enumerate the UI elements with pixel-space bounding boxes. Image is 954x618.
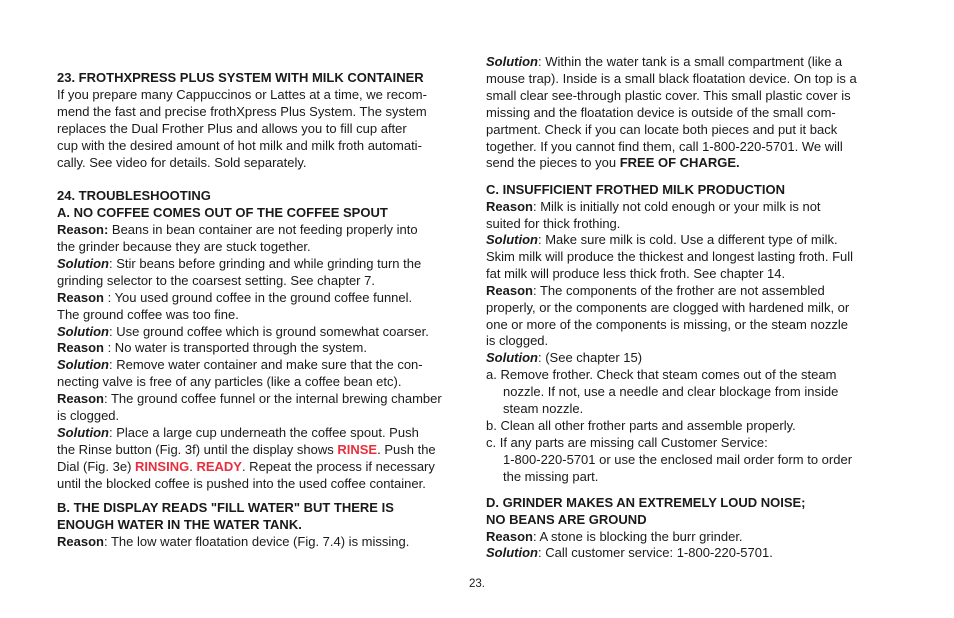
reason-line: Reason: Milk is initially not cold enough or your milk is not: [486, 199, 821, 214]
solution-line: fat milk will produce less thick froth. See chapter 14.: [486, 266, 786, 281]
reason-line: Reason: The components of the frother are not assembled: [486, 283, 825, 298]
solution-line: small clear see-through plastic cover. This small plastic cover is: [486, 88, 851, 103]
section-b-title: ENOUGH WATER IN THE WATER TANK.: [57, 517, 302, 532]
solution-line: missing and the floatation device is outside of the small com-: [486, 105, 836, 120]
list-item: steam nozzle.: [503, 401, 584, 416]
solution-line: partment. Check if you can locate both pieces and put it back: [486, 122, 838, 137]
reason-line: is clogged.: [486, 333, 549, 348]
solution-line: send the pieces to you FREE OF CHARGE.: [486, 155, 740, 170]
section-23-text: mend the fast and precise frothXpress Plus System. The system: [57, 104, 427, 119]
solution-line: Dial (Fig. 3e) RINSING. READY. Repeat the process if necessary: [57, 459, 435, 474]
solution-line: Skim milk will produce the thickest and longest lasting froth. Full: [486, 249, 854, 264]
section-23-text: If you prepare many Cappuccinos or Lattes at a time, we recom-: [57, 87, 427, 102]
section-a-title: A. NO COFFEE COMES OUT OF THE COFFEE SPOUT: [57, 205, 388, 220]
reason-line: is clogged.: [57, 408, 120, 423]
reason-line: one or more of the components is missing, or the steam nozzle: [486, 317, 849, 332]
list-item: nozzle. If not, use a needle and clear blockage from inside: [503, 384, 839, 399]
display-text-rinse: RINSE: [337, 442, 378, 457]
solution-line: grinding selector to the coarsest setting. See chapter 7.: [57, 273, 375, 288]
list-item: c. If any parts are missing call Customer Service:: [486, 435, 768, 450]
list-item: b. Clean all other frother parts and assemble properly.: [486, 418, 796, 433]
reason-line: Reason : No water is transported through the system.: [57, 340, 367, 355]
reason-line: Reason: The low water floatation device (Fig. 7.4) is missing.: [57, 534, 410, 549]
display-text-rinsing: RINSING: [135, 459, 190, 474]
section-23-title: 23. FROTHXPRESS PLUS SYSTEM WITH MILK CONTAINER: [57, 70, 424, 85]
solution-line: the Rinse button (Fig. 3f) until the display shows RINSE. Push the: [57, 442, 436, 457]
solution-line: Solution: Within the water tank is a small compartment (like a: [486, 54, 843, 69]
list-item: 1-800-220-5701 or use the enclosed mail order form to order: [503, 452, 853, 467]
reason-line: properly, or the components are clogged with hardened milk, or: [486, 300, 850, 315]
section-d-title: D. GRINDER MAKES AN EXTREMELY LOUD NOISE;: [486, 495, 806, 510]
section-d-title: NO BEANS ARE GROUND: [486, 512, 647, 527]
solution-line: Solution: Call customer service: 1-800-220-5701.: [486, 545, 773, 560]
reason-line: Reason: A stone is blocking the burr grinder.: [486, 529, 743, 544]
page-number: 23.: [469, 578, 485, 590]
solution-line: Solution: (See chapter 15): [486, 350, 643, 365]
reason-line: Reason: The ground coffee funnel or the internal brewing chamber: [57, 391, 442, 406]
reason-line: the grinder because they are stuck together.: [57, 239, 311, 254]
solution-line: until the blocked coffee is pushed into the used coffee container.: [57, 476, 426, 491]
list-item: a. Remove frother. Check that steam comes out of the steam: [486, 367, 837, 382]
section-23-text: replaces the Dual Frother Plus and allows you to fill cup after: [57, 121, 407, 136]
reason-line: Reason : You used ground coffee in the ground coffee funnel.: [57, 290, 413, 305]
section-23-text: cally. See video for details. Sold separately.: [57, 155, 307, 170]
solution-line: Solution: Make sure milk is cold. Use a different type of milk.: [486, 232, 838, 247]
list-item: the missing part.: [503, 469, 599, 484]
section-23-text: cup with the desired amount of hot milk and milk froth automati-: [57, 138, 422, 153]
solution-line: together. If you cannot find them, call 1-800-220-5701. We will: [486, 139, 843, 154]
free-of-charge-text: FREE OF CHARGE.: [619, 155, 740, 170]
solution-line: necting valve is free of any particles (like a coffee bean etc).: [57, 374, 402, 389]
reason-line: suited for thick frothing.: [486, 216, 621, 231]
section-24-title: 24. TROUBLESHOOTING: [57, 188, 211, 203]
solution-line: Solution: Place a large cup underneath the coffee spout. Push: [57, 425, 419, 440]
section-c-title: C. INSUFFICIENT FROTHED MILK PRODUCTION: [486, 182, 785, 197]
solution-line: Solution: Remove water container and make sure that the con-: [57, 357, 423, 372]
display-text-ready: READY: [196, 459, 242, 474]
section-b-title: B. THE DISPLAY READS "FILL WATER" BUT THERE IS: [57, 500, 394, 515]
solution-line: Solution: Stir beans before grinding and while grinding turn the: [57, 256, 422, 271]
reason-line: The ground coffee was too fine.: [57, 307, 239, 322]
solution-line: mouse trap). Inside is a small black floatation device. On top is a: [486, 71, 857, 86]
solution-line: Solution: Use ground coffee which is ground somewhat coarser.: [57, 324, 429, 339]
reason-line: Reason: Beans in bean container are not feeding properly into: [57, 222, 418, 237]
